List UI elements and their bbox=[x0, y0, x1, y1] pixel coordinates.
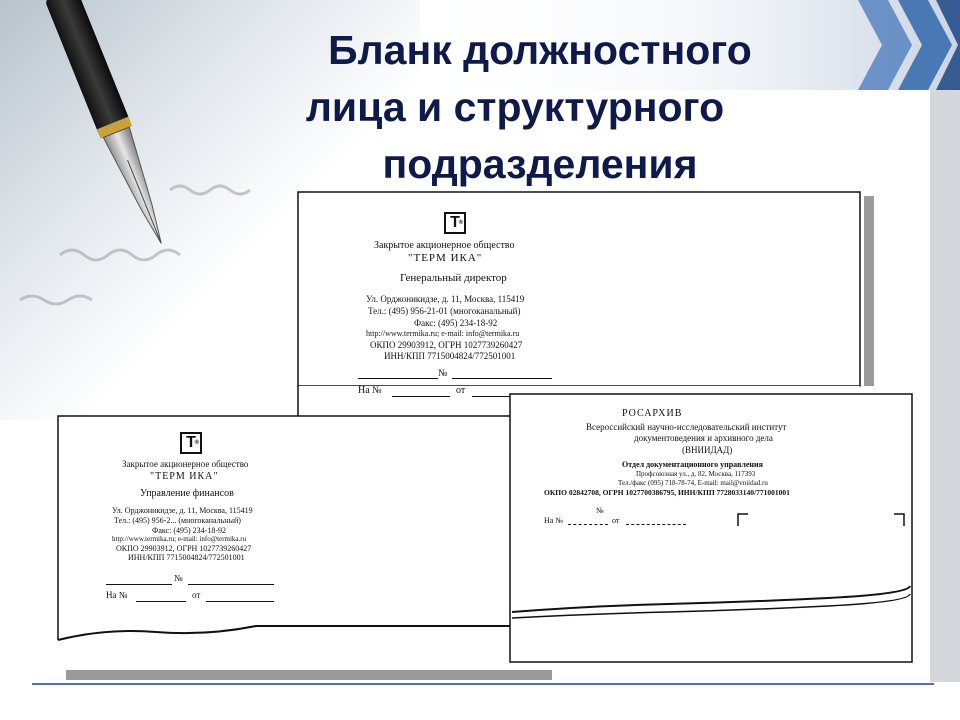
doc1-web: http://www.termika.ru; e-mail: info@termika.ru bbox=[366, 329, 520, 338]
doc1-phone: Тел.: (495) 956-21-01 (многоканальный) bbox=[368, 306, 521, 316]
doc2-fax: Факс: (495) 234-18-92 bbox=[152, 526, 226, 535]
doc1-from-label: от bbox=[456, 385, 466, 396]
doc2-ref-number-line bbox=[136, 601, 186, 602]
doc3-okpo: ОКПО 02842708, ОГРН 1027700386795, ИНН/КПП 7728033140/771001001 bbox=[544, 488, 790, 497]
letterhead-vniidad-department bbox=[508, 392, 914, 668]
doc1-inn: ИНН/КПП 7715004824/772501001 bbox=[384, 351, 516, 361]
doc3-institute-line1: Всероссийский научно-исследовательский институт bbox=[586, 422, 787, 432]
doc2-reg-number-line bbox=[106, 584, 172, 585]
title-line-3: подразделения bbox=[382, 141, 698, 187]
doc2-reg-date-line bbox=[188, 584, 274, 585]
doc1-org-type: Закрытое акционерное общество bbox=[374, 240, 515, 251]
doc3-from-label: от bbox=[612, 516, 620, 525]
doc2-phone: Тел.: (495) 956-2... (многоканальный) bbox=[114, 516, 241, 525]
doc3-agency: РОСАРХИВ bbox=[622, 408, 683, 419]
doc3-address-block-marks bbox=[736, 512, 906, 528]
doc1-shadow bbox=[864, 196, 874, 386]
bottom-accent-line bbox=[32, 683, 934, 685]
doc1-address: Ул. Орджоникидзе, д. 11, Москва, 115419 bbox=[366, 294, 525, 304]
doc1-fax: Факс: (495) 234-18-92 bbox=[414, 318, 498, 328]
doc2-okpo: ОКПО 29903912, ОГРН 1027739260427 bbox=[116, 544, 252, 553]
doc2-ref-date-line bbox=[206, 601, 274, 602]
doc2-org-name: "ТЕРМ ИКА" bbox=[150, 471, 219, 482]
doc3-ref-label: На № bbox=[544, 516, 563, 525]
doc2-address: Ул. Орджоникидзе, д. 11, Москва, 115419 bbox=[112, 506, 253, 515]
title-line-2: лица и структурного bbox=[305, 84, 725, 130]
doc2-ref-label: На № bbox=[106, 590, 128, 600]
doc3-ref-date-line bbox=[626, 524, 686, 525]
doc1-ref-number-line bbox=[392, 396, 450, 397]
doc1-reg-date-line bbox=[452, 378, 552, 379]
doc3-department: Отдел документационного управления bbox=[622, 460, 763, 469]
doc1-number-sign: № bbox=[438, 368, 448, 379]
doc3-institute-line2: документоведения и архивного дела bbox=[634, 433, 773, 443]
doc3-address: Профсоюзная ул., д. 82, Москва, 117393 bbox=[636, 470, 756, 478]
slide-title bbox=[250, 22, 830, 193]
doc1-position: Генеральный директор bbox=[400, 272, 507, 284]
doc2-web: http://www.termika.ru; e-mail: info@termika.ru bbox=[112, 535, 247, 543]
doc1-reg-number-line bbox=[358, 378, 438, 379]
doc1-ref-label: На № bbox=[358, 385, 382, 396]
doc3-institute-abbr: (ВНИИДАД) bbox=[682, 445, 733, 455]
doc2-termika-logo-icon: T ® bbox=[180, 432, 202, 454]
doc1-org-name: "ТЕРМ ИКА" bbox=[408, 252, 483, 264]
doc2-shadow-bottom bbox=[66, 670, 552, 680]
doc3-ref-number-line bbox=[568, 524, 608, 525]
doc2-org-type: Закрытое акционерное общество bbox=[122, 459, 249, 469]
doc1-okpo: ОКПО 29903912, ОГРН 1027739260427 bbox=[370, 340, 523, 350]
doc2-position: Управление финансов bbox=[140, 488, 234, 499]
doc2-from-label: от bbox=[192, 590, 201, 600]
doc1-ref-date-line bbox=[472, 396, 512, 397]
doc3-number-sign: № bbox=[596, 506, 604, 515]
title-line-1: Бланк должностного bbox=[328, 27, 752, 73]
letterhead-finance-department bbox=[56, 414, 516, 664]
doc2-inn: ИНН/КПП 7715004824/772501001 bbox=[128, 553, 245, 562]
doc1-termika-logo-icon: T ® bbox=[444, 212, 466, 234]
doc3-phone: Тел./факс (095) 718-78-74, E-mail: mail@vniidad.ru bbox=[618, 479, 768, 487]
doc2-number-sign: № bbox=[174, 573, 183, 583]
